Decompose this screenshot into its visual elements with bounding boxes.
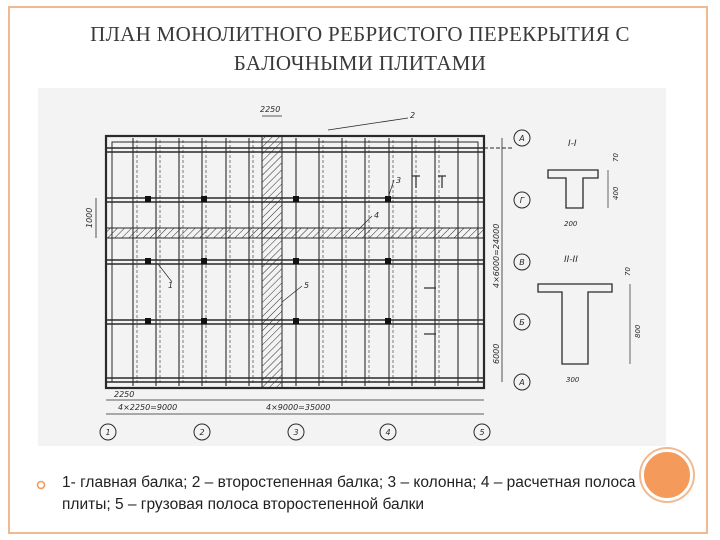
dim-right-bay: 6000 bbox=[492, 343, 501, 364]
slide-title bbox=[30, 20, 690, 78]
bullet-icon bbox=[36, 480, 46, 490]
dim-bottom-left: 2250 bbox=[114, 390, 135, 399]
legend-caption: 1- главная балка; 2 – второстепенная балка; 3 – колонна; 4 – расчетная полоса плиты; 5 – грузовая полоса второстепенной балки bbox=[62, 474, 636, 513]
floor-plan-svg bbox=[38, 88, 666, 446]
callout-1: 1 bbox=[168, 281, 174, 290]
dim-overall: 4×9000=35000 bbox=[266, 403, 331, 412]
section-1 bbox=[548, 139, 620, 228]
section-2 bbox=[538, 255, 642, 384]
load-strip-secondary-beam bbox=[262, 136, 282, 388]
axis-letter-v: В bbox=[519, 258, 525, 267]
section-1-web-dim: 200 bbox=[564, 220, 578, 228]
callout-2: 2 bbox=[410, 111, 416, 120]
floor-plan-drawing bbox=[38, 88, 666, 446]
section-2-label: II-II bbox=[564, 255, 578, 265]
dim-right-overall: 4×6000=24000 bbox=[492, 223, 501, 288]
section-2-web-dim: 300 bbox=[566, 376, 580, 384]
design-slab-strip bbox=[106, 228, 484, 238]
axis-number-3: 3 bbox=[293, 428, 299, 437]
axis-letter-b: Б bbox=[519, 318, 525, 327]
section-2-height-dim: 800 bbox=[634, 324, 642, 338]
main-beams bbox=[106, 148, 484, 382]
axis-letter-a-top: А bbox=[519, 134, 525, 143]
dim-top: 2250 bbox=[260, 105, 281, 114]
section-1-height-dim: 400 bbox=[612, 186, 620, 200]
axis-letter-a-bottom: А bbox=[519, 378, 525, 387]
secondary-beams-dashed bbox=[137, 140, 439, 384]
section-1-flange-dim: 70 bbox=[612, 153, 620, 162]
axis-number-4: 4 bbox=[385, 428, 391, 437]
callout-3: 3 bbox=[396, 176, 402, 185]
axis-number-5: 5 bbox=[479, 428, 485, 437]
axis-number-1: 1 bbox=[105, 428, 111, 437]
dim-bottom-span: 4×2250=9000 bbox=[118, 403, 178, 412]
axis-letter-g: Г bbox=[519, 196, 525, 205]
decorative-circle bbox=[641, 449, 693, 501]
callout-4: 4 bbox=[374, 211, 380, 220]
axis-number-2: 2 bbox=[199, 428, 205, 437]
dim-left-vertical: 1000 bbox=[85, 207, 94, 228]
section-2-flange-dim: 70 bbox=[624, 267, 632, 276]
title-line-1: ПЛАН МОНОЛИТНОГО РЕБРИСТОГО ПЕРЕКРЫТИЯ С bbox=[90, 22, 630, 46]
title-line-2: БАЛОЧНЫМИ ПЛИТАМИ bbox=[233, 51, 487, 75]
callout-5: 5 bbox=[304, 281, 310, 290]
section-1-label: I-I bbox=[568, 139, 577, 149]
